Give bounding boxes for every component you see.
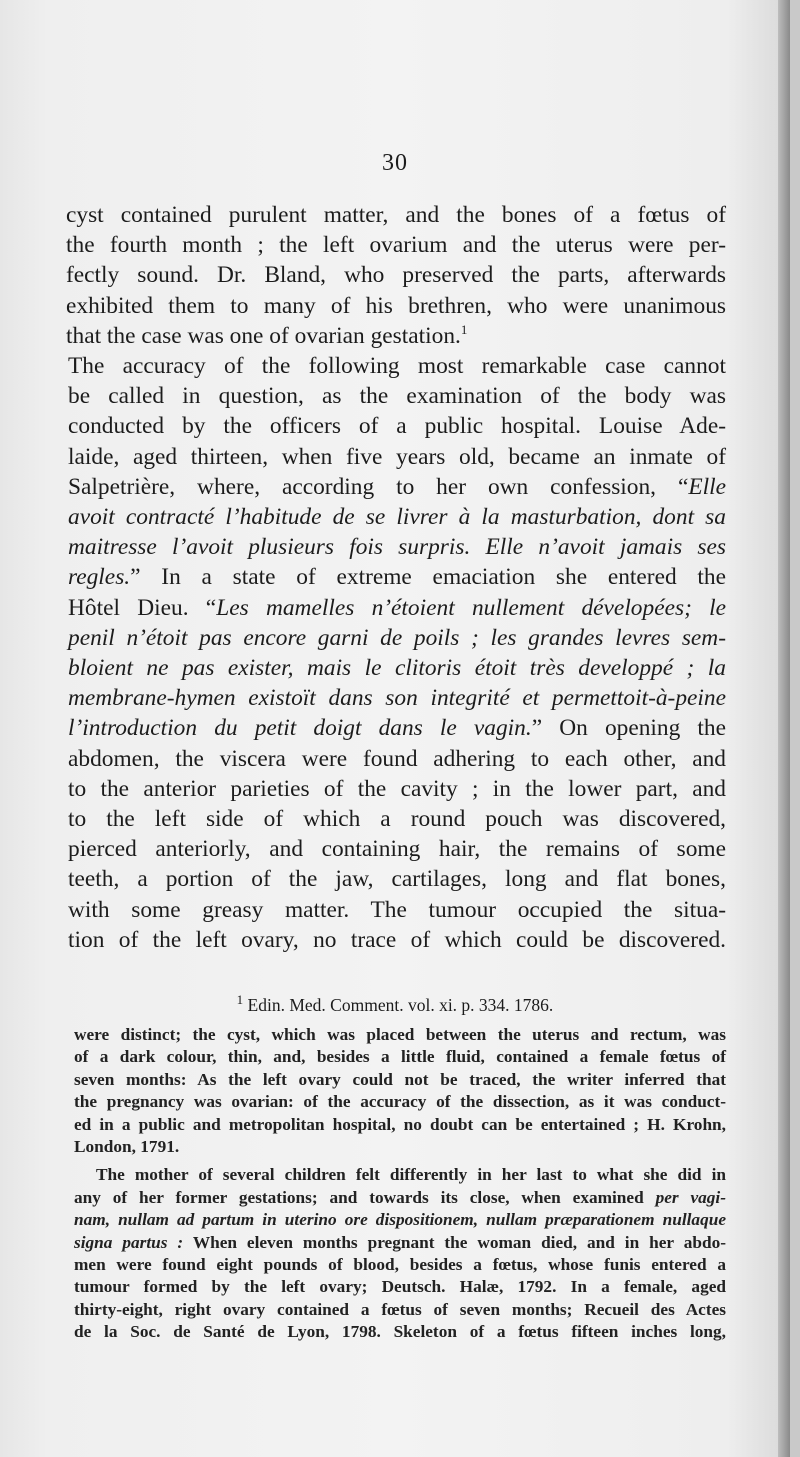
text-line: fectly sound. Dr. Bland, who preserved the parts, afterwards [66, 262, 726, 289]
page-number: 30 [382, 150, 408, 176]
text-italic: signa partus : [74, 1232, 184, 1252]
footnote-line: thirty-eight, right ovary contained a fœtus of seven months; Recueil des Actes [74, 1299, 726, 1319]
footnote-line [74, 1187, 726, 1209]
text-line: with some greasy matter. The tumour occupied the situa- [68, 896, 726, 923]
footnote-edin-med [0, 994, 790, 1016]
footnote-line: of a dark colour, thin, and, besides a little fluid, contained a female fœtus of [74, 1047, 726, 1067]
footnote-marker: 1 [236, 992, 244, 1008]
footnote-line: were distinct; the cyst, which was placed between the uterus and rectum, was [74, 1025, 726, 1044]
text-line: The accuracy of the following most remarkable case cannot [68, 353, 726, 380]
text-line: to the anterior parieties of the cavity ; in the lower part, and [68, 775, 726, 802]
text-line: cyst contained purulent matter, and the bones of a fœtus of [66, 202, 726, 228]
text-plain: any of her former gestations; and towards its close, when examined [74, 1187, 644, 1207]
text-line: teeth, a portion of the jaw, cartilages, long and flat bones, [68, 866, 726, 893]
footnote-line: the pregnancy was ovarian: of the accuracy of the dissection, as it was conduct- [74, 1092, 726, 1112]
footnote-line: London, 1791. [74, 1137, 180, 1157]
footnote-line: The mother of several children felt differently in her last to what she did in [96, 1165, 726, 1185]
text-line-italic: avoit contracté l’habitude de se livrer à la masturbation, dont sa [68, 504, 726, 531]
text-line: be called in question, as the examination of the body was [68, 383, 726, 410]
text-line [66, 593, 726, 623]
footnote-line [74, 1232, 726, 1254]
text-line-italic: membrane-hymen existoït dans son integrité et permettoit-à-peine [68, 685, 726, 712]
text-line: abdomen, the viscera were found adhering to each other, and [68, 745, 726, 772]
page-edge-shadow [778, 0, 790, 1457]
text-line: to the left side of which a round pouch was discovered, [68, 806, 726, 833]
footnote-line: seven months: As the left ovary could not be traced, the writer inferred that [74, 1069, 726, 1089]
footnote-paragraph-mother [74, 1164, 726, 1343]
text-line: tion of the left ovary, no trace of which could be discovered. [68, 926, 726, 953]
text-line: exhibited them to many of his brethren, who were unanimous [66, 292, 726, 319]
footnote-reference: 1 [460, 322, 468, 338]
text-line [66, 713, 726, 743]
text-italic-quote: regles. [68, 564, 131, 591]
text-italic-quote: Les mamelles n’étoient nullement dévelopées; le [216, 594, 727, 621]
footnote-line: men were found eight pounds of blood, besides a fœtus, whose funis entered a [74, 1255, 726, 1275]
text-line: pierced anteriorly, and containing hair, the remains of some [68, 836, 726, 863]
text-plain: ” On opening the [531, 715, 726, 742]
text-line [66, 472, 726, 502]
text-line: the fourth month ; the left ovarium and the uterus were per- [66, 232, 726, 259]
text-italic: per vagi- [655, 1187, 726, 1207]
text-line-italic: bloient ne pas exister, mais le clitoris étoit très developpé ; la [68, 655, 726, 682]
text-line-content: that the case was one of ovarian gestation. [66, 322, 461, 349]
text-plain: When eleven months pregnant the woman died, and in her abdo- [192, 1232, 726, 1252]
text-line [66, 562, 726, 592]
text-italic-quote: l’introduction du petit doigt dans le vagin. [68, 715, 532, 742]
footnote-text: Edin. Med. Comment. vol. xi. p. 334. 1786. [247, 995, 554, 1015]
text-line: conducted by the officers of a public hospital. Louise Ade- [68, 413, 726, 440]
text-plain: Salpetrière, where, according to her own confession, “ [68, 473, 689, 500]
text-italic-quote: Elle [688, 473, 726, 500]
footnote-line: de la Soc. de Santé de Lyon, 1798. Skeleton of a fœtus fifteen inches long, [74, 1322, 726, 1342]
footnote-paragraph-krohn [74, 1024, 726, 1158]
paragraph-louise-adelaide [66, 351, 726, 955]
paragraph-ovarian-gestation [66, 200, 726, 351]
text-line-italic: maitresse l’avoit plusieurs fois surpris. Elle n’avoit jamais ses [68, 534, 726, 561]
footnote-line: ed in a public and metropolitan hospital, no doubt can be entertained ; H. Krohn, [74, 1114, 726, 1134]
footnote-line: tumour formed by the left ovary; Deutsch. Halæ, 1792. In a female, aged [74, 1277, 726, 1297]
text-line: laide, aged thirteen, when five years old, became an inmate of [68, 443, 726, 470]
main-text [66, 200, 726, 955]
text-plain: ” In a state of extreme emaciation she entered the [130, 564, 726, 591]
text-plain: Hôtel Dieu. “ [68, 594, 217, 621]
text-line-italic: penil n’étoit pas encore garni de poils ; les grandes levres sem- [68, 624, 726, 651]
footnotes-block [74, 1024, 726, 1344]
footnote-line-italic: nam, nullam ad partum in uterino ore dispositionem, nullam præparationem nullaque [74, 1210, 726, 1230]
text-line [66, 321, 726, 351]
